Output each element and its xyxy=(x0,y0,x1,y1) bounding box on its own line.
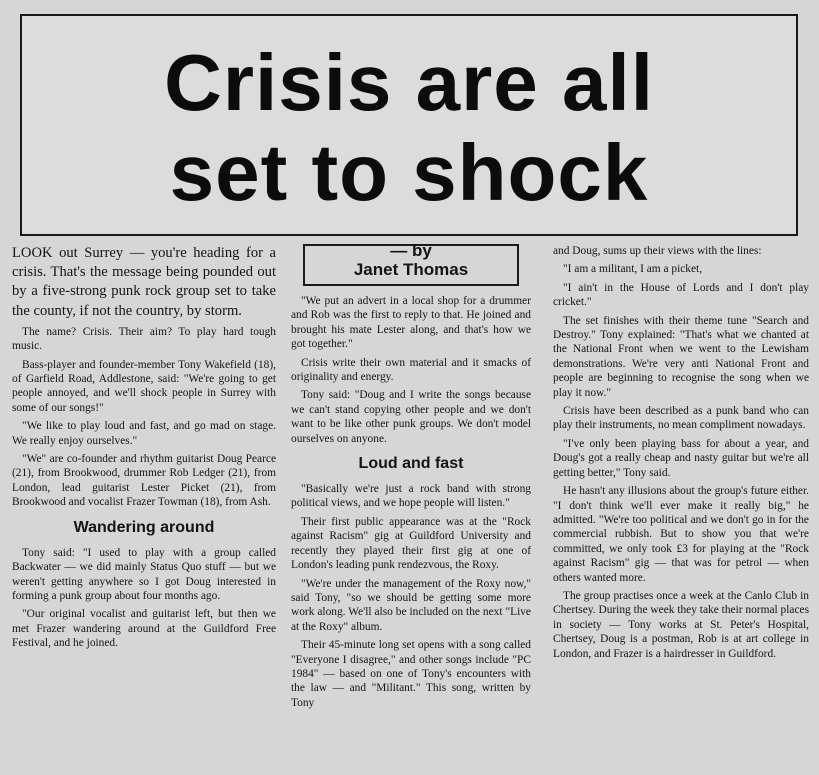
paragraph: The group practises once a week at the Canlo Club in Chertsey. During the week they take their normal places in society — Tony works at St. Peter's Hospital, Chertsey, Doug is a postman, Rob is at art college in London, and Frazer is a hairdresser in Guildford. xyxy=(553,589,809,660)
paragraph: "I've only been playing bass for about a year, and Doug's got a really cheap and nasty guitar but we're all getting better," Tony said. xyxy=(553,437,809,479)
lyric-line: "I ain't in the House of Lords and I don't play cricket." xyxy=(553,281,809,309)
paragraph: and Doug, sums up their views with the lines: xyxy=(553,245,762,257)
paragraph: Tony said: "I used to play with a group called Backwater — we did mainly Status Quo stuff — but we weren't getting anywhere so I got Doug interested in forming a punk group about four months ago. xyxy=(12,546,276,602)
paragraph: Crisis have been described as a punk band who can play their instruments, no mean compliment nowadays. xyxy=(553,405,809,432)
headline-line-2: set to shock xyxy=(169,128,649,217)
byline-box xyxy=(303,241,519,286)
paragraph: Bass-player and founder-member Tony Wakefield (18), of Garfield Road, Addlestone, said: "We're going to get people annoyed, and we'll shock people in Surrey with some of our songs!" xyxy=(12,358,276,414)
article-column-3 xyxy=(553,244,809,665)
paragraph: "We" are co-founder and rhythm guitarist Doug Pearce (21), from Brookwood, drummer Rob Ledger (21), from London, lead guitarist Lester Picket (21), from Brookwood and vocalist Frazer Towman (18), from Ash. xyxy=(12,453,276,509)
article-column-2 xyxy=(291,241,531,714)
headline-box xyxy=(20,14,798,236)
paragraph: "Our original vocalist and guitarist left, but then we met Frazer wandering around at the Guildford Free Festival, and he joined. xyxy=(12,608,276,650)
paragraph: Their first public appearance was at the "Rock against Racism" gig at Guildford University and recently they played their first gig at one of London's leading punk rendezvous, the Roxy. xyxy=(291,515,531,572)
byline-author: Janet Thomas xyxy=(353,260,469,279)
article-column-1 xyxy=(12,244,276,655)
paragraph: He hasn't any illusions about the group's future either. "I don't think we'll ever make it really big," he admitted. "We're too political and we don't go in for the commercial rubbish. But to show you that we're committed, we only took £3 for playing at the "Rock against Racism" gig — that was for petrol — when others wanted more. xyxy=(553,485,809,584)
paragraph: "We're under the management of the Roxy now," said Tony, "so we should be getting some more work along. We'll also be included on the next "Live at the Roxy" album. xyxy=(291,577,531,633)
lead-paragraph: LOOK out Surrey — you're heading for a crisis. That's the message being pounded out by a five-strong punk rock group set to take the county, if not the country, by storm. xyxy=(12,245,276,319)
paragraph: "We put an advert in a local shop for a drummer and Rob was the first to reply to that. He joined and brought his mate Lester along, and that's how we got together." xyxy=(291,295,531,351)
paragraph: Crisis write their own material and it smacks of originality and energy. xyxy=(291,356,531,384)
paragraph: The name? Crisis. Their aim? To play hard tough music. xyxy=(12,325,276,353)
headline xyxy=(22,38,796,218)
paragraph: "Basically we're just a rock band with strong political views, and we hope people will listen." xyxy=(291,483,531,510)
lyric-line: "I am a militant, I am a picket, xyxy=(563,263,703,276)
byline-by: — by xyxy=(390,241,432,260)
paragraph: Tony said: "Doug and I write the songs because we can't stand copying other people and we don't want to be like other punk groups. We don't model ourselves on anyone. xyxy=(291,389,531,445)
headline-line-1: Crisis are all xyxy=(164,38,654,127)
subhead-wandering-around: Wandering around xyxy=(73,518,215,536)
paragraph: Their 45-minute long set opens with a song called "Everyone I disagree," and other songs include "PC 1984" — based on one of Tony's encounters with the law — and "Militant." This song, written by Tony xyxy=(291,639,531,709)
paragraph: "We like to play loud and fast, and go mad on stage. We really enjoy ourselves." xyxy=(12,420,276,447)
paragraph: The set finishes with their theme tune "Search and Destroy." Tony explained: "That's what we chanted at the National Front when we went to the Lewisham demonstrations. We're very anti National Front and people are beginning to recognise the song when we play it now." xyxy=(553,314,809,399)
subhead-loud-and-fast: Loud and fast xyxy=(358,455,464,473)
